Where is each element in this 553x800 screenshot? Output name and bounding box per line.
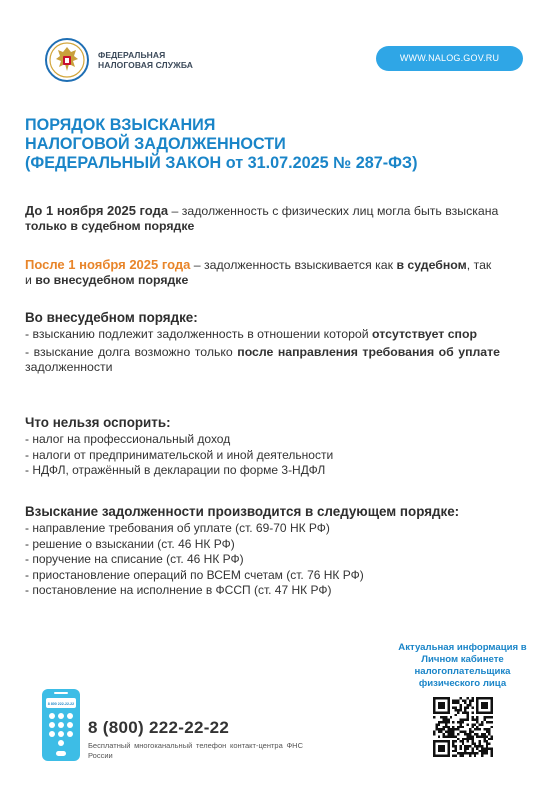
before-text: – задолженность с физических лиц могла быть взыскана [168,204,499,218]
extrajudicial-section [25,310,500,375]
list-item: - направление требования об уплате (ст. 69-70 НК РФ) [25,521,330,535]
before-bold: только в судебном порядке [25,219,195,233]
org-name [98,50,193,70]
list-item: - налоги от предпринимательской и иной деятельности [25,447,334,462]
extrajudicial-heading: Во внесудебном порядке: [25,310,198,325]
after-bold1: в судебном [396,258,467,272]
cabinet-note: Актуальная информация в Личном кабинете налогоплательщика физического лица [398,642,527,689]
hotline-number[interactable]: 8 (800) 222-22-22 [88,718,230,737]
list-item: - решение о взыскании (ст. 46 НК РФ) [25,536,235,551]
title-line2: НАЛОГОВОЙ ЗАДОЛЖЕННОСТИ [25,135,286,153]
extrajudicial-item-2: - взыскание долга возможно только после направления требования об уплате задолженности [25,345,501,374]
list-item: - постановление на исполнение в ФССП (ст. 47 НК РФ) [25,583,332,597]
list-item: - приостановление операций по ВСЕМ счетам (ст. 76 НК РФ) [25,567,364,582]
site-link[interactable]: WWW.NALOG.GOV.RU [376,46,523,71]
list-item: - налог на профессиональный доход [25,432,231,446]
title-line1: ПОРЯДОК ВЗЫСКАНИЯ [25,116,216,134]
indisputable-heading: Что нельзя оспорить: [25,415,171,430]
before-paragraph [25,203,500,234]
after-paragraph [25,257,500,288]
list-item: - НДФЛ, отражённый в декларации по форме 3-НДФЛ [25,463,326,477]
header [0,0,553,95]
hotline-description: Бесплатный многоканальный телефон контакт-центра ФНС России [88,741,303,760]
org-name-line1: ФЕДЕРАЛЬНАЯ [98,50,166,60]
procedure-section [25,504,503,599]
phone-icon [42,689,80,761]
list-item: - поручение на списание (ст. 46 НК РФ) [25,552,244,566]
after-lead: После 1 ноября 2025 года [25,257,191,272]
qr-code-icon[interactable] [433,697,493,757]
after-text1: – задолженность взыскивается как [190,258,397,272]
fns-emblem-icon [45,38,89,82]
title-line3: (ФЕДЕРАЛЬНЫЙ ЗАКОН от 31.07.2025 № 287-ФЗ) [25,154,418,172]
before-lead: До 1 ноября 2025 года [25,203,169,218]
extrajudicial-item-1: - взысканию подлежит задолженность в отношении которой отсутствует спор [25,327,477,341]
indisputable-section [25,415,500,479]
org-name-line2: НАЛОГОВАЯ СЛУЖБА [98,60,193,70]
phone-screen-number: 8 800 222-22-22 [47,702,75,706]
procedure-heading: Взыскание задолженности производится в следующем порядке: [25,504,460,519]
after-bold2: во внесудебном порядке [35,273,189,287]
after-text2: , так и [25,258,492,287]
page-title [25,116,535,173]
